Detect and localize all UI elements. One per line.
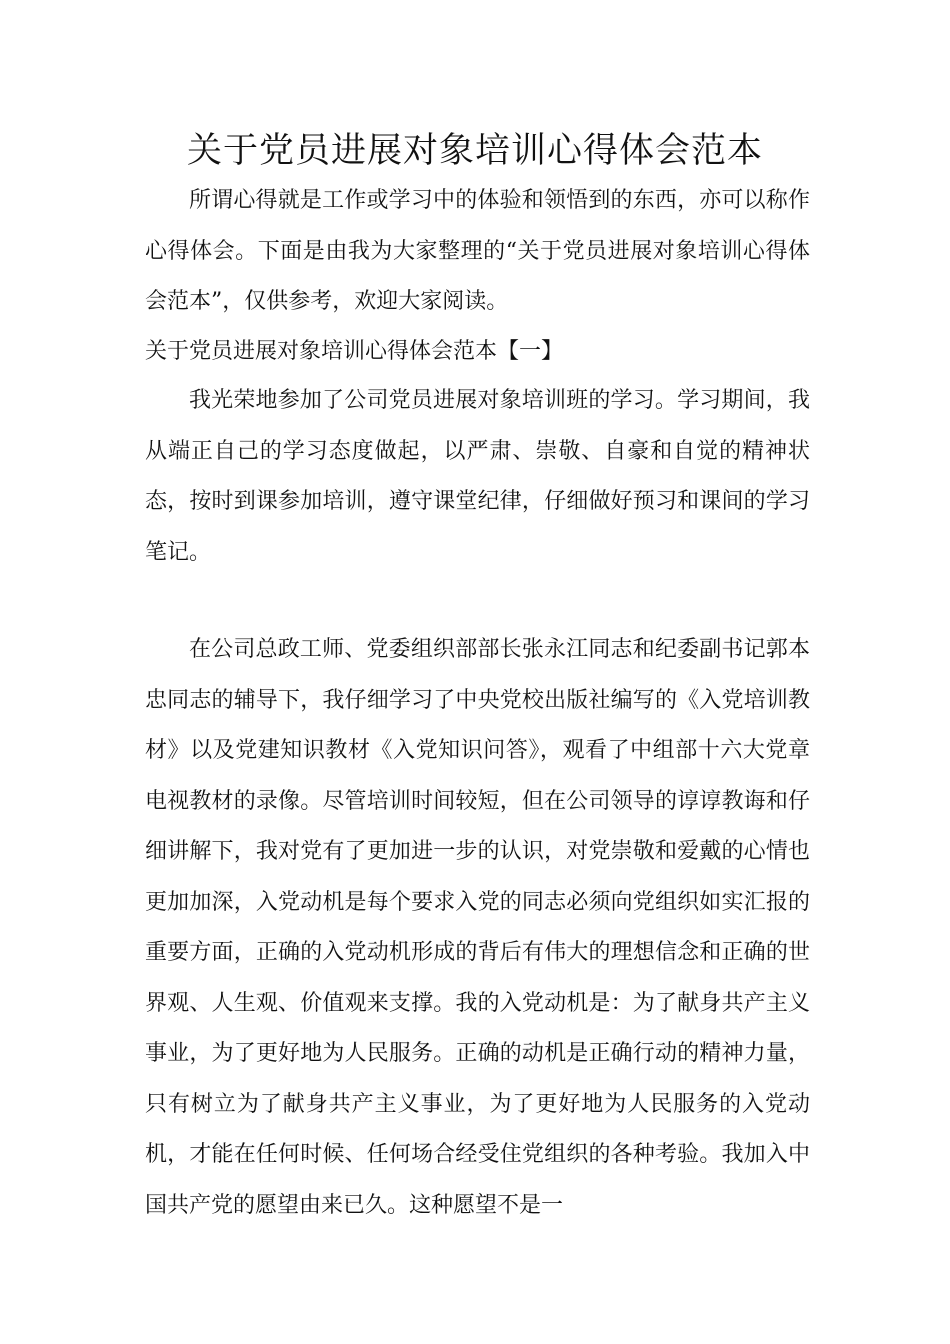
intro-paragraph: 所谓心得就是工作或学习中的体验和领悟到的东西，亦可以称作心得体会。下面是由我为大家整理的“关于党员进展对象培训心得体会范本”，仅供参考，欢迎大家阅读。 [145, 188, 810, 314]
document-title: 关于党员进展对象培训心得体会范本 [186, 131, 763, 171]
section-heading: 关于党员进展对象培训心得体会范本【一】 [145, 339, 564, 364]
body-paragraph: 在公司总政工师、党委组织部部长张永江同志和纪委副书记郭本忠同志的辅导下，我仔细学习了中央党校出版社编写的《入党培训教材》以及党建知识教材《入党知识问答》，观看了中组部十六大党章电视教材的录像。尽管培训时间较短，但在公司领导的谆谆教诲和仔细讲解下，我对党有了更加进一步的认识，对党崇敬和爱戴的心情也更加加深，入党动机是每个要求入党的同志必须向党组织如实汇报的重要方面，正确的入党动机形成的背后有伟大的理想信念和正确的世界观、人生观、价值观来支撑。我的入党动机是：为了献身共产主义事业，为了更好地为人民服务。正确的动机是正确行动的精神力量，只有树立为了献身共产主义事业，为了更好地为人民服务的入党动机，才能在任何时候、任何场合经受住党组织的各种考验。我加入中国共产党的愿望由来已久。这种愿望不是一 [145, 637, 810, 1218]
body-paragraph: 我光荣地参加了公司党员进展对象培训班的学习。学习期间，我从端正自己的学习态度做起，以严肃、崇敬、自豪和自觉的精神状态，按时到课参加培训，遵守课堂纪律，仔细做好预习和课间的学习笔记。 [145, 388, 810, 565]
